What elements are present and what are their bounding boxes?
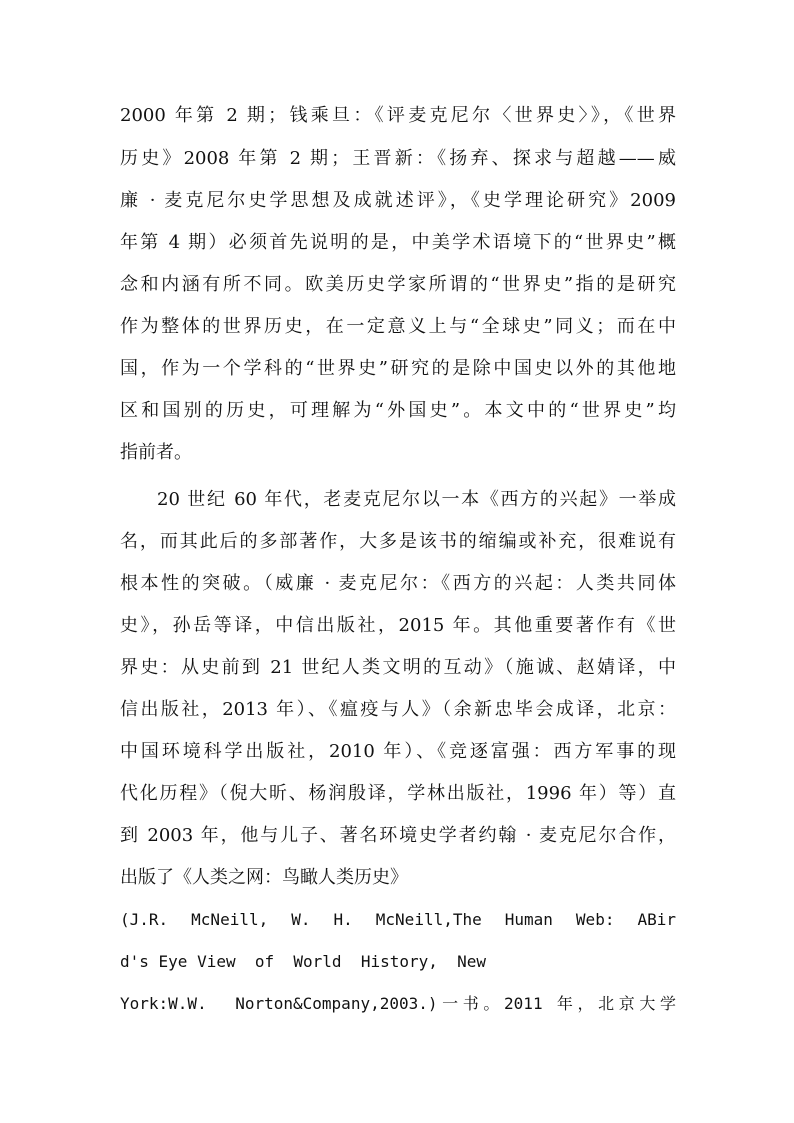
text-line: 廉 · 麦克尼尔史学思想及成就述评》，《史学理论研究》2009 (120, 190, 676, 211)
text-line: 年第 4 期）必须首先说明的是，中美学术语境下的“世界史”概 (120, 232, 676, 253)
text-line: 根本性的突破。（威廉 · 麦克尼尔：《西方的兴起：人类共同体 (120, 573, 676, 594)
text-line: 史》，孙岳等译，中信出版社，2015 年。其他重要著作有《世 (120, 615, 676, 636)
text-line: 区和国别的历史，可理解为“外国史”。本文中的“世界史”均 (120, 400, 676, 421)
text-line: 指前者。 (120, 442, 192, 463)
text-line: 作为整体的世界历史，在一定意义上与“全球史”同义；而在中 (120, 316, 676, 337)
text-line: (J.R. McNeill, W. H. McNeill,The Human Web: ABir (120, 910, 676, 929)
text-line: 界史：从史前到 21 世纪人类文明的互动》（施诚、赵婧译，中 (120, 657, 676, 678)
text-line: 历史》2008 年第 2 期；王晋新：《扬弃、探求与超越——威 (120, 148, 676, 169)
text-line: 信出版社，2013 年）、《瘟疫与人》（余新忠毕会成译，北京： (120, 699, 676, 720)
text-line: d's Eye View of World History, New (120, 952, 487, 971)
text-line: 中国环境科学出版社，2010 年）、《竞逐富强：西方军事的现 (120, 741, 676, 762)
text-line: 名，而其此后的多部著作，大多是该书的缩编或补充，很难说有 (120, 531, 676, 552)
text-line: 2000 年第 2 期；钱乘旦：《评麦克尼尔〈世界史〉》，《世界 (120, 105, 676, 126)
text-line: 20 世纪 60 年代，老麦克尼尔以一本《西方的兴起》一举成 (157, 489, 676, 510)
text-line: York:W.W. Norton&Company,2003.)一书。2011 年，北京大学 (120, 994, 676, 1013)
text-line: 念和内涵有所不同。欧美历史学家所谓的“世界史”指的是研究 (120, 274, 676, 295)
text-line: 到 2003 年，他与儿子、著名环境史学者约翰 · 麦克尼尔合作， (120, 825, 676, 846)
text-line: 国，作为一个学科的“世界史”研究的是除中国史以外的其他地 (120, 358, 676, 379)
text-line: 出版了《人类之网：鸟瞰人类历史》 (120, 867, 408, 888)
text-line: 代化历程》（倪大昕、杨润殷译，学林出版社，1996 年）等）直 (120, 783, 676, 804)
